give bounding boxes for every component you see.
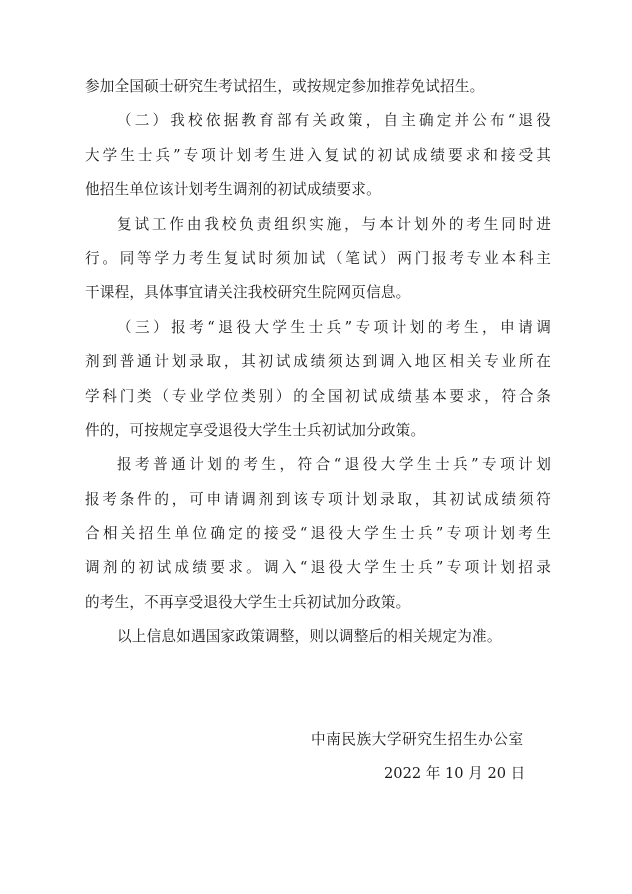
text-line: （三）报考“退役大学生士兵”专项计划的考生，申请调 [117,318,551,336]
text-line: 的考生，不再享受退役大学生士兵初试加分政策。 [85,593,411,611]
text-line: 合相关招生单位确定的接受“退役大学生士兵”专项计划考生 [85,525,551,543]
document-body [85,70,551,655]
issuing-office: 中南民族大学研究生招生办公室 [311,731,524,748]
text-line: 报考普通计划的考生，符合“退役大学生士兵”专项计划 [117,456,551,474]
text-line: 件的，可按规定享受退役大学生士兵初试加分政策。 [85,421,426,439]
text-line: 报考条件的，可申请调剂到该专项计划录取，其初试成绩须符 [85,490,551,508]
issue-date: 2022 年 10 月 20 日 [384,765,526,782]
text-line: 剂到普通计划录取，其初试成绩须达到调入地区相关专业所在 [85,353,551,371]
text-line: （二）我校依据教育部有关政策，自主确定并公布“退役 [117,112,551,130]
text-line: 他招生单位该计划考生调剂的初试成绩要求。 [85,181,381,199]
text-line: 学科门类（专业学位类别）的全国初试成绩基本要求，符合条 [85,387,551,405]
text-line: 大学生士兵”专项计划考生进入复试的初试成绩要求和接受其 [85,146,551,164]
text-line: 调剂的初试成绩要求。调入“退役大学生士兵”专项计划招录 [85,559,551,577]
text-line: 参加全国硕士研究生考试招生，或按规定参加推荐免试招生。 [85,78,485,95]
text-line: 以上信息如遇国家政策调整，则以调整后的相关规定为准。 [117,628,502,646]
text-line: 行。同等学力考生复试时须加试（笔试）两门报考专业本科主 [85,249,551,267]
text-line: 干课程，具体事宜请关注我校研究生院网页信息。 [85,284,411,302]
text-line: 复试工作由我校负责组织实施，与本计划外的考生同时进 [117,215,551,233]
